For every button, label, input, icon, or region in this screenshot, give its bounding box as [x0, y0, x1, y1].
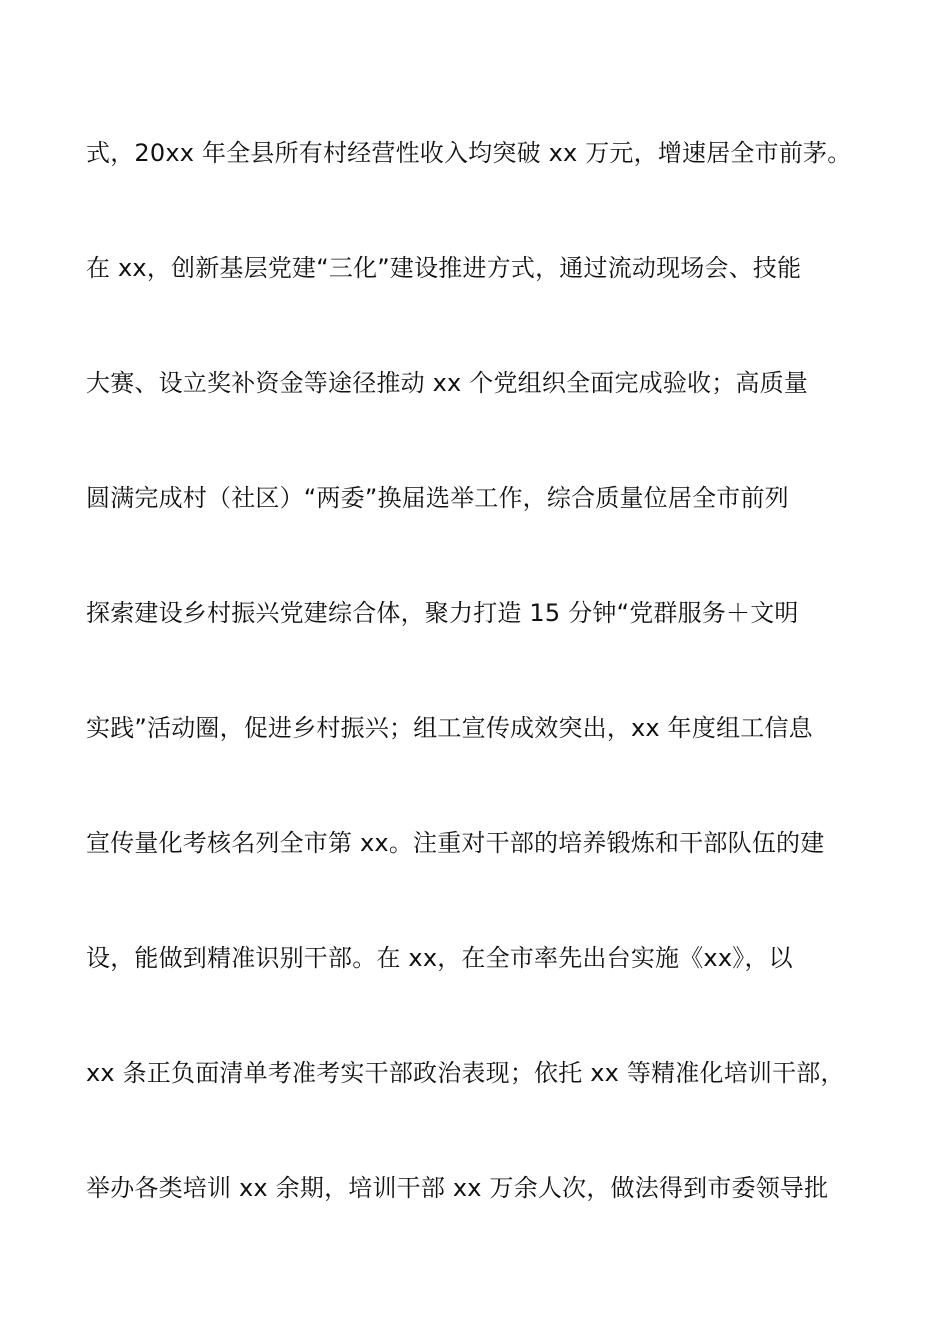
text-line: 举办各类培训 xx 余期，培训干部 xx 万余人次，做法得到市委领导批 [86, 1174, 829, 1202]
text-line: xx 条正负面清单考准考实干部政治表现；依托 xx 等精准化培训干部， [86, 1059, 845, 1087]
text-line: 式，20xx 年全县所有村经营性收入均突破 xx 万元，增速居全市前茅。 [86, 139, 852, 167]
text-line: 宣传量化考核名列全市第 xx。注重对干部的培养锻炼和干部队伍的建 [86, 829, 825, 857]
text-line: 在 xx，创新基层党建“三化”建设推进方式，通过流动现场会、技能 [86, 254, 802, 282]
body-text [86, 130, 876, 1280]
text-line: 设，能做到精准识别干部。在 xx，在全市率先出台实施《xx》，以 [86, 944, 793, 972]
text-line: 探索建设乡村振兴党建综合体，聚力打造 15 分钟“党群服务＋文明 [86, 599, 799, 627]
text-line: 大赛、设立奖补资金等途径推动 xx 个党组织全面完成验收；高质量 [86, 369, 809, 397]
text-line: 圆满完成村（社区）“两委”换届选举工作，综合质量位居全市前列 [86, 484, 789, 512]
text-line: 实践”活动圈，促进乡村振兴；组工宣传成效突出，xx 年度组工信息 [86, 714, 813, 742]
